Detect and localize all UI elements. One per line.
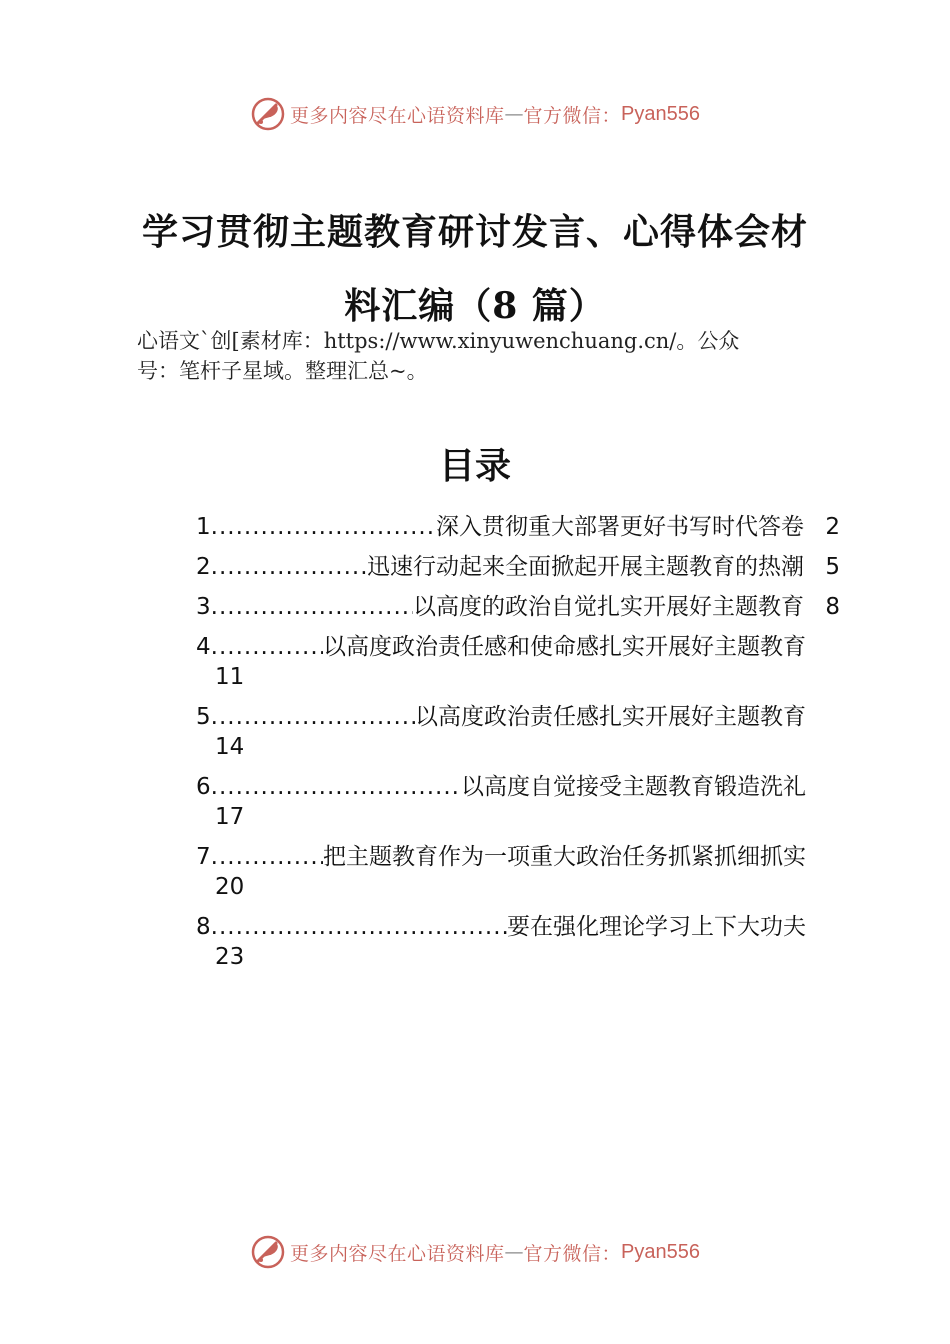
- banner-text: 更多内容尽在心语资料库: [290, 104, 505, 127]
- toc-item-number: 6: [196, 774, 211, 800]
- toc-item-2[interactable]: [196, 552, 840, 582]
- header-banner: [0, 94, 950, 134]
- document-title-line1: 学习贯彻主题教育研讨发言、心得体会材: [141, 211, 808, 253]
- footer-banner: [0, 1232, 950, 1272]
- toc-item-title: 以高度政治责任感和使命感扎实开展好主题教育: [323, 634, 806, 660]
- toc-item-5[interactable]: [196, 702, 840, 762]
- toc-leader-dots: [211, 842, 323, 872]
- toc-item-page: 2: [825, 514, 840, 540]
- toc-item-page: 8: [825, 594, 840, 620]
- toc-item-page: 17: [215, 804, 245, 830]
- source-note-line1: 心语文`创[素材库：https://www.xinyuwenchuang.cn/。公众: [137, 329, 740, 353]
- banner-text: 更多内容尽在心语资料库: [290, 1242, 505, 1265]
- toc-item-title: 迅速行动起来全面掀起开展主题教育的热潮: [367, 554, 804, 580]
- quill-logo-icon: [250, 1234, 286, 1270]
- toc-item-4[interactable]: [196, 632, 840, 692]
- toc-item-number: 3: [196, 594, 211, 620]
- toc-item-title: 深入贯彻重大部署更好书写时代答卷: [436, 514, 804, 540]
- toc-leader-dots: [211, 632, 323, 662]
- toc-item-page: 14: [215, 734, 245, 760]
- toc-leader-dots: [211, 592, 413, 622]
- toc-item-7[interactable]: [196, 842, 840, 902]
- banner-wechat-id: Pyan556: [621, 102, 700, 125]
- toc-item-title: 以高度政治责任感扎实开展好主题教育: [415, 704, 806, 730]
- toc-item-number: 5: [196, 704, 211, 730]
- toc-leader-dots: [211, 512, 436, 542]
- quill-logo-icon: [250, 96, 286, 132]
- toc-item-page: 11: [215, 664, 245, 690]
- toc-item-number: 4: [196, 634, 211, 660]
- toc-leader-dots: [211, 552, 367, 582]
- banner-wechat-label: 官方微信：: [523, 104, 622, 127]
- toc-item-title: 把主题教育作为一项重大政治任务抓紧抓细抓实: [323, 844, 806, 870]
- source-note-line2: 号：笔杆子星域。整理汇总~。: [137, 359, 428, 383]
- toc-item-1[interactable]: [196, 512, 840, 542]
- banner-wechat-label: 官方微信：: [523, 1242, 622, 1265]
- toc-leader-dots: [211, 772, 461, 802]
- toc-item-number: 7: [196, 844, 211, 870]
- toc-item-6[interactable]: [196, 772, 840, 832]
- toc-item-number: 2: [196, 554, 211, 580]
- toc-item-title: 要在强化理论学习上下大功夫: [507, 914, 806, 940]
- toc-item-8[interactable]: [196, 912, 840, 972]
- banner-wechat-id: Pyan556: [621, 1240, 700, 1263]
- toc-item-page: 5: [825, 554, 840, 580]
- toc-item-title: 以高度的政治自觉扎实开展好主题教育: [413, 594, 804, 620]
- toc-item-page: 23: [215, 944, 245, 970]
- toc-item-number: 8: [196, 914, 211, 940]
- toc-item-number: 1: [196, 514, 211, 540]
- toc-leader-dots: [211, 912, 507, 942]
- toc-heading: 目录: [438, 445, 511, 487]
- document-title-line2: 料汇编（8 篇）: [344, 285, 606, 327]
- toc-item-3[interactable]: [196, 592, 840, 622]
- banner-separator: —: [504, 103, 524, 125]
- toc-item-page: 20: [215, 874, 245, 900]
- banner-separator: —: [504, 1241, 524, 1263]
- toc-item-title: 以高度自觉接受主题教育锻造洗礼: [461, 774, 806, 800]
- toc-leader-dots: [211, 702, 415, 732]
